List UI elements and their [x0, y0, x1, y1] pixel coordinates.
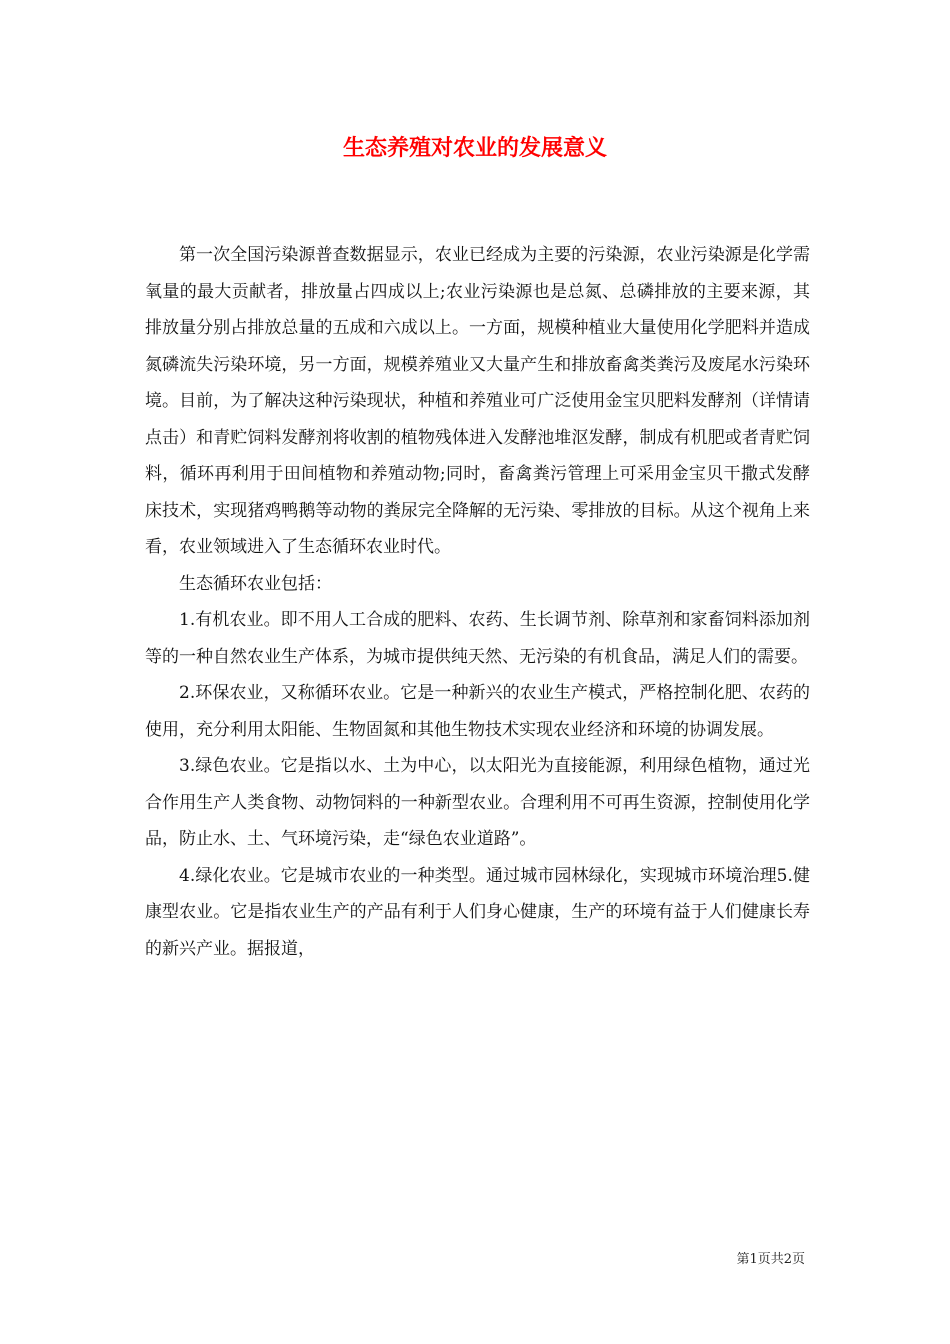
page-number: 第1页共2页: [736, 1252, 805, 1267]
paragraph-intro: 第一次全国污染源普查数据显示，农业已经成为主要的污染源，农业污染源是化学需氧量的最大贡献者，排放量占四成以上;农业污染源也是总氮、总磷排放的主要来源，其排放量分别占排放总量的五成和六成以上。一方面，规模种植业大量使用化学肥料并造成氮磷流失污染环境，另一方面，规模养殖业又大量产生和排放畜禽类粪污及废尾水污染环境。目前，为了解决这种污染现状，种植和养殖业可广泛使用金宝贝肥料发酵剂（详情请点击）和青贮饲料发酵剂将收割的植物残体进入发酵池堆沤发酵，制成有机肥或者青贮饲料，循环再利用于田间植物和养殖动物;同时，畜禽粪污管理上可采用金宝贝干撒式发酵床技术，实现猪鸡鸭鹅等动物的粪尿完全降解的无污染、零排放的目标。从这个视角上来看，农业领域进入了生态循环农业时代。: [145, 245, 810, 557]
document-body: [145, 237, 810, 967]
paragraph-item-1: 1.有机农业。即不用人工合成的肥料、农药、生长调节剂、除草剂和家畜饲料添加剂等的一种自然农业生产体系，为城市提供纯天然、无污染的有机食品，满足人们的需要。: [145, 610, 810, 667]
paragraph-item-4: 4.绿化农业。它是城市农业的一种类型。通过城市园林绿化，实现城市环境治理5.健康型农业。它是指农业生产的产品有利于人们身心健康，生产的环境有益于人们健康长寿的新兴产业。据报道，: [145, 865, 810, 959]
paragraph-list-heading: 生态循环农业包括：: [179, 573, 332, 594]
paragraph-item-2: 2.环保农业，又称循环农业。它是一种新兴的农业生产模式，严格控制化肥、农药的使用，充分利用太阳能、生物固氮和其他生物技术实现农业经济和环境的协调发展。: [145, 683, 810, 740]
document-title: 生态养殖对农业的发展意义: [342, 135, 607, 161]
paragraph-item-3: 3.绿色农业。它是指以水、土为中心，以太阳光为直接能源，利用绿色植物，通过光合作用生产人类食物、动物饲料的一种新型农业。合理利用不可再生资源，控制使用化学品，防止水、土、气环境污染，走“绿色农业道路”。: [145, 756, 810, 849]
